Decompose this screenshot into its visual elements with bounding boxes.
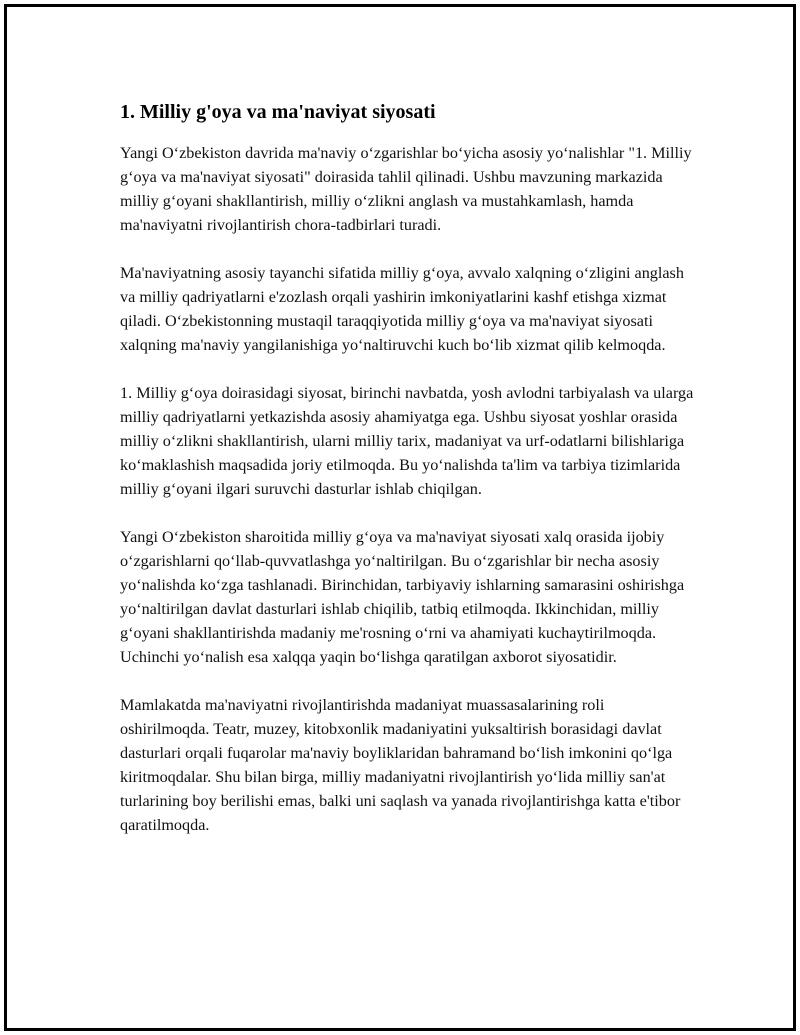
document-title: 1. Milliy g'oya va ma'naviyat siyosati (120, 101, 436, 123)
paragraph-4: Yangi Oʻzbekiston sharoitida milliy gʻoya va ma'naviyat siyosati xalq orasida ijobiy oʻzgarishlarni qoʻllab-quvvatlashga yoʻnaltirilgan. Bu oʻzgarishlar bir necha asosiy yoʻnalishda koʻzga tashlanadi. Birinchidan, tarbiyaviy ishlarning samarasini oshirishga yoʻnaltirilgan davlat dasturlari ishlab chiqilib, tatbiq etilmoqda. Ikkinchidan, milliy gʻoyani shakllantirishda madaniy me'rosning oʻrni va ahamiyati kuchaytirilmoqda. Uchinchi yoʻnalish esa xalqqa yaqin boʻlishga qaratilgan axborot siyosatidir. (120, 528, 685, 666)
document-body (120, 99, 695, 861)
paragraph-5: Mamlakatda ma'naviyatni rivojlantirishda madaniyat muassasalarining roli oshirilmoqda. Teatr, muzey, kitobxonlik madaniyatini yuksaltirish borasidagi davlat dasturlari orqali fuqarolar ma'naviy boyliklaridan bahramand boʻlish imkonini qoʻlga kiritmoqdalar. Shu bilan birga, milliy madaniyatni rivojlantirish yoʻlida milliy san'at turlarining boy berilishi emas, balki uni saqlash va yanada rivojlantirishga katta e'tibor qaratilmoqda. (120, 696, 681, 834)
paragraph-1: Yangi Oʻzbekiston davrida ma'naviy oʻzgarishlar boʻyicha asosiy yoʻnalishlar "1. Milliy gʻoya va ma'naviyat siyosati" doirasida tahlil qilinadi. Ushbu mavzuning markazida milliy gʻoyani shakllantirish, milliy oʻzlikni anglash va mustahkamlash, hamda ma'naviyatni rivojlantirish chora-tadbirlari turadi. (120, 144, 692, 234)
paragraph-3: 1. Milliy gʻoya doirasidagi siyosat, birinchi navbatda, yosh avlodni tarbiyalash va ularga milliy qadriyatlarni yetkazishda asosiy ahamiyatga ega. Ushbu siyosat yoshlar orasida milliy oʻzlikni shakllantirish, ularni milliy tarix, madaniyat va urf-odatlarni bilishlariga koʻmaklashish maqsadida joriy etilmoqda. Bu yoʻnalishda ta'lim va tarbiya tizimlarida milliy gʻoyani ilgari suruvchi dasturlar ishlab chiqilgan. (120, 384, 694, 498)
paragraph-2: Ma'naviyatning asosiy tayanchi sifatida milliy gʻoya, avvalo xalqning oʻzligini anglash va milliy qadriyatlarni e'zozlash orqali yashirin imkoniyatlarini kashf etishga xizmat qiladi. Oʻzbekistonning mustaqil taraqqiyotida milliy gʻoya va ma'naviyat siyosati xalqning ma'naviy yangilanishiga yoʻnaltiruvchi kuch boʻlib xizmat qilib kelmoqda. (120, 264, 684, 354)
page-frame (4, 4, 796, 1031)
